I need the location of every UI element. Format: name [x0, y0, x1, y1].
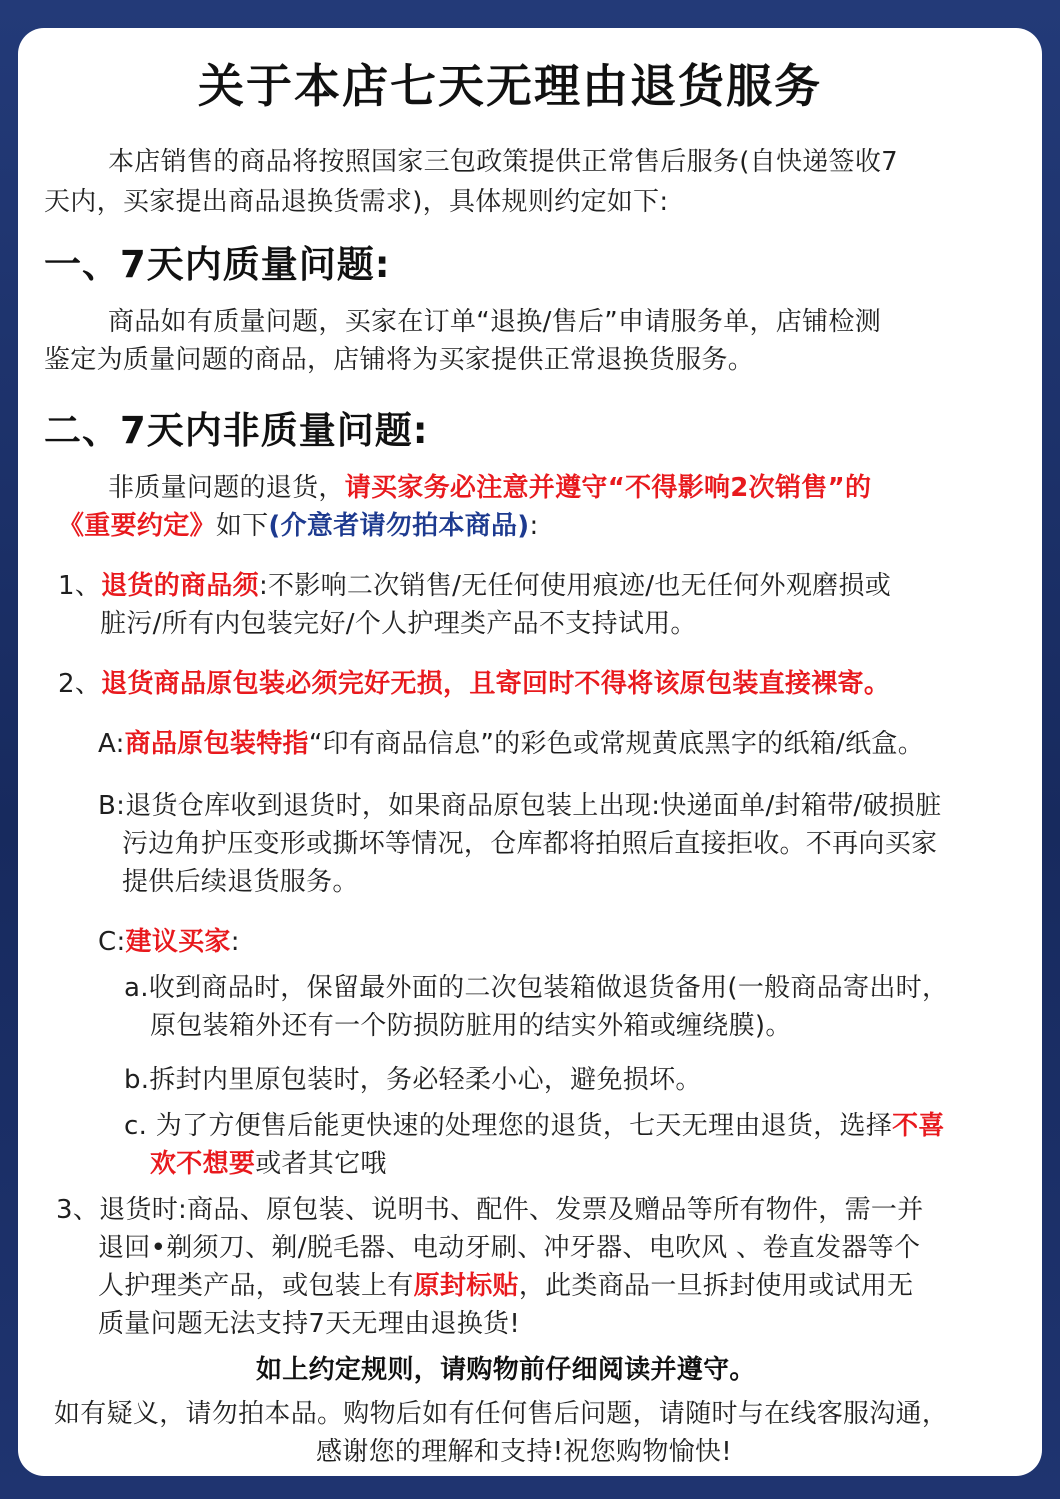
ruleCb-line: b.拆封内里原包装时，务必轻柔小心，避免损坏。 — [124, 1065, 702, 1095]
section2-para-line-2: 《重要约定》如下(介意者请勿拍本商品): — [58, 511, 539, 541]
rule2-line: 2、退货商品原包装必须完好无损，且寄回时不得将该原包装直接裸寄。 — [58, 669, 891, 699]
rule1-line-2: 脏污/所有内包装完好/个人护理类产品不支持试用。 — [100, 609, 697, 639]
ruleCc-red-2: 欢不想要 — [150, 1149, 256, 1179]
important-agreement: 《重要约定》 — [58, 511, 216, 541]
rule3-red: 原封标贴 — [413, 1271, 519, 1301]
section2-plain: 非质量问题的退货， — [108, 473, 345, 503]
rule3-line-1: 3、退货时:商品、原包装、说明书、配件、发票及赠品等所有物件，需一并 — [56, 1195, 924, 1225]
rule3-line-4: 质量问题无法支持7天无理由退换货! — [98, 1309, 521, 1339]
ruleA-red: 商品原包装特指 — [124, 729, 309, 759]
ruleCa-line-1: a.收到商品时，保留最外面的二次包装箱做退货备用(一般商品寄出时， — [124, 973, 949, 1003]
footer-bold: 如上约定规则，请购物前仔细阅读并遵守。 — [256, 1355, 756, 1385]
rule1-line-1: 1、退货的商品须:不影响二次销售/无任何使用痕迹/也无任何外观磨损或 — [58, 571, 892, 601]
section1-line-2: 鉴定为质量问题的商品，店铺将为买家提供正常退换货服务。 — [44, 345, 755, 375]
ruleB-line-1: B:退货仓库收到退货时，如果商品原包装上出现:快递面单/封箱带/破损脏 — [98, 791, 942, 821]
ruleB-line-2: 污边角护压变形或撕坏等情况，仓库都将拍照后直接拒收。不再向买家 — [122, 829, 938, 859]
rule3-line-2: 退回•剃须刀、剃/脱毛器、电动牙刷、冲牙器、电吹风 、卷直发器等个 — [98, 1233, 921, 1263]
policy-card — [18, 28, 1042, 1476]
ruleC-line: C:建议买家: — [98, 927, 240, 957]
section1-heading: 一、7天内质量问题: — [44, 243, 391, 286]
section2-blue-note: (介意者请勿拍本商品) — [268, 511, 530, 541]
ruleCa-line-2: 原包装箱外还有一个防损防脏用的结实外箱或缠绕膜)。 — [150, 1011, 792, 1041]
rule2-red: 退货商品原包装必须完好无损，且寄回时不得将该原包装直接裸寄。 — [101, 669, 891, 699]
ruleB-line-3: 提供后续退货服务。 — [122, 867, 359, 897]
rule3-line-3: 人护理类产品，或包装上有原封标贴，此类商品一旦拆封使用或试用无 — [98, 1271, 914, 1301]
section2-para-line-1 — [108, 470, 871, 506]
page-title: 关于本店七天无理由退货服务 — [198, 59, 822, 113]
section1-line-1: 商品如有质量问题，买家在订单“退换/售后”申请服务单，店铺检测 — [108, 307, 881, 337]
ruleCc-line-1: c. 为了方便售后能更快速的处理您的退货，七天无理由退货，选择不喜 — [124, 1111, 945, 1141]
footer-line-2: 感谢您的理解和支持!祝您购物愉快! — [316, 1437, 732, 1467]
section2-heading: 二、7天内非质量问题: — [44, 409, 429, 452]
section2-below: 如下 — [215, 511, 269, 541]
footer-line-1: 如有疑义，请勿拍本品。购物后如有任何售后问题，请随时与在线客服沟通， — [54, 1399, 949, 1429]
rule1-red: 退货的商品须 — [101, 571, 259, 601]
ruleC-red: 建议买家 — [125, 927, 231, 957]
ruleA-line: A:商品原包装特指“印有商品信息”的彩色或常规黄底黑字的纸箱/纸盒。 — [98, 729, 925, 759]
ruleCc-line-2: 欢不想要或者其它哦 — [150, 1149, 387, 1179]
intro-line-2: 天内，买家提出商品退换货需求)，具体规则约定如下: — [44, 187, 669, 217]
intro-line-1: 本店销售的商品将按照国家三包政策提供正常售后服务(自快递签收7 — [108, 147, 898, 177]
section2-red-notice: 请买家务必注意并遵守“不得影响2次销售”的 — [344, 473, 872, 503]
ruleCc-red-1: 不喜 — [892, 1111, 945, 1141]
